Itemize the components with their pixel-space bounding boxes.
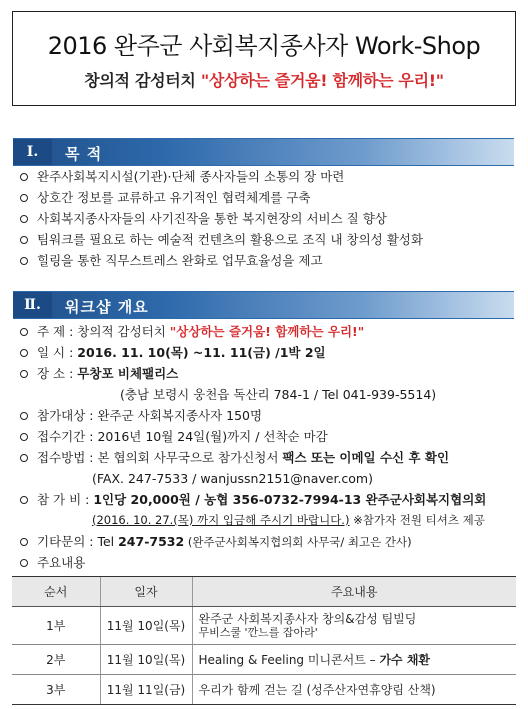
page-title: 2016 완주군 사회복지종사자 Work-Shop (47, 32, 481, 60)
date-row: 일 시 : 2016. 11. 10(목) ~11. 11(금) /1박 2일 (20, 342, 515, 363)
header-date: 일자 (100, 577, 192, 607)
circle-bullet-icon (20, 349, 28, 357)
list-item: 완주사회복지시설(기관)·단체 종사자들의 소통의 장 마련 (20, 166, 515, 187)
purpose-list (20, 166, 515, 271)
circle-bullet-icon (20, 215, 28, 223)
fee-note: (2016. 10. 27.(목) 까지 입금해 주시기 바랍니다.) ※참가자 전원 티셔츠 제공 (92, 513, 485, 527)
header-order: 순서 (12, 577, 100, 607)
circle-bullet-icon (20, 433, 28, 441)
list-item: 사회복지종사자들의 사기진작을 통한 복지현장의 서비스 질 향상 (20, 208, 515, 229)
table-row: 2부 11월 10일(목) Healing & Feeling 미니콘서트 – 가수 채환 (12, 645, 516, 675)
circle-bullet-icon (20, 412, 28, 420)
circle-bullet-icon (20, 328, 28, 336)
section-2-header (13, 291, 514, 319)
table-row: 3부 11월 11일(금) 우리가 함께 걷는 길 (성주산자연휴양림 산책) (12, 675, 516, 705)
schedule-table (12, 576, 516, 705)
subtitle-plain: 창의적 감성터치 (84, 71, 201, 90)
circle-bullet-icon (20, 538, 28, 546)
theme-row: 주 제 : 창의적 감성터치 "상상하는 즐거움! 함께하는 우리!" (20, 321, 515, 342)
circle-bullet-icon (20, 454, 28, 462)
table-row: 1부 11월 10일(목) 완주군 사회복지종사자 창의&감성 팀빌딩 무비스쿨 '깐느를 잡아라' (12, 607, 516, 645)
fee-row: 참 가 비 : 1인당 20,000원 / 농협 356-0732-7994-13 완주군사회복지협의회 (20, 489, 515, 510)
page-subtitle (13, 68, 515, 91)
list-item: 팀워크를 필요로 하는 예술적 컨텐츠의 활용으로 조직 내 창의성 활성화 (20, 229, 515, 250)
inquiry-row: 기타문의 : Tel 247-7532 (완주군사회복지협의회 사무국/ 최고은 간사) (20, 531, 515, 552)
section-1-header (13, 138, 514, 166)
circle-bullet-icon (20, 496, 28, 504)
period-row: 접수기간 : 2016년 10월 24일(월)까지 / 선착순 마감 (20, 426, 515, 447)
section-2-title: 워크샵 개요 (65, 298, 149, 316)
circle-bullet-icon (20, 559, 28, 567)
place-address: (충남 보령시 웅천읍 독산리 784-1 / Tel 041-939-5514) (120, 387, 437, 402)
list-item: 힐링을 통한 직무스트레스 완화로 업무효율성을 제고 (20, 250, 515, 271)
section-2-number: Ⅱ. (13, 292, 52, 318)
circle-bullet-icon (20, 236, 28, 244)
subtitle-accent: "상상하는 즐거움! 함께하는 우리!" (200, 71, 444, 90)
circle-bullet-icon (20, 194, 28, 202)
header-content: 주요내용 (192, 577, 516, 607)
table-header-row (12, 577, 516, 607)
list-item: 상호간 정보를 교류하고 유기적인 협력체계를 구축 (20, 187, 515, 208)
method-row: 접수방법 : 본 협의회 사무국으로 참가신청서 팩스 또는 이메일 수신 후 확인 (20, 447, 515, 468)
title-box (12, 11, 516, 106)
circle-bullet-icon (20, 370, 28, 378)
circle-bullet-icon (20, 173, 28, 181)
overview-list (20, 321, 515, 573)
program-row: 주요내용 (20, 552, 515, 573)
method-contact: (FAX. 247-7533 / wanjussn2151@naver.com) (92, 471, 373, 486)
section-1-title: 목 적 (65, 145, 103, 163)
target-row: 참가대상 : 완주군 사회복지종사자 150명 (20, 405, 515, 426)
place-row: 장 소 : 무창포 비체팰리스 (20, 363, 515, 384)
circle-bullet-icon (20, 257, 28, 265)
section-1-number: Ⅰ. (13, 139, 52, 165)
